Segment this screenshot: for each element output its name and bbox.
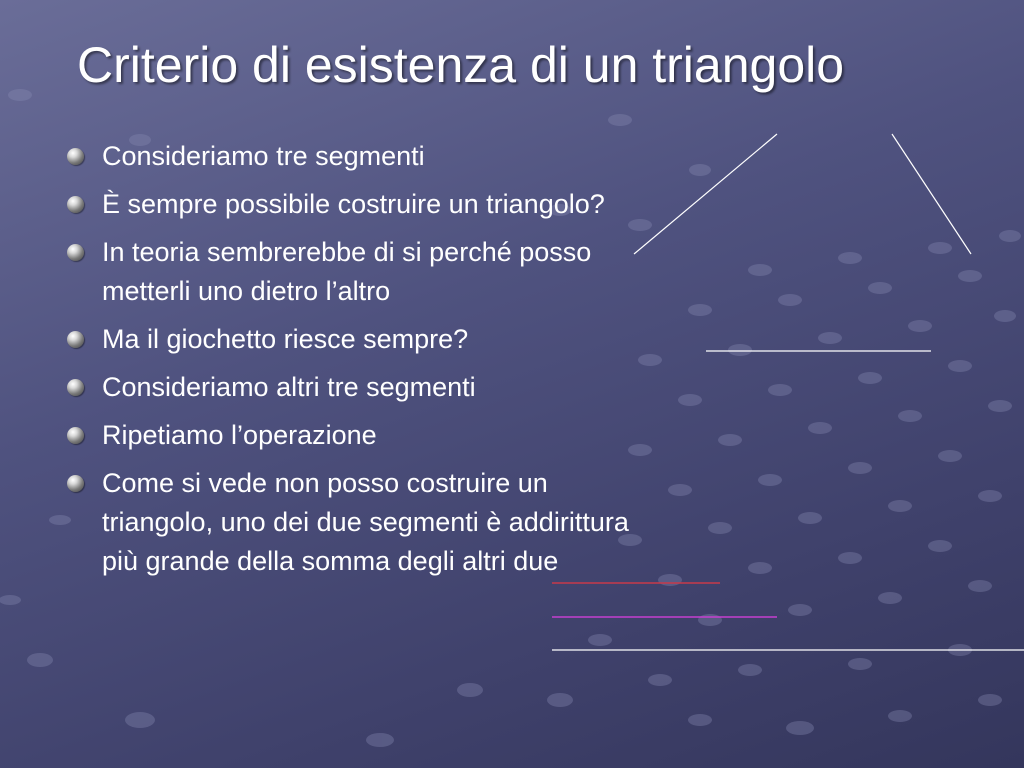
bullet-text: Ma il giochetto riesce sempre?	[102, 324, 469, 354]
bullet-text: Ripetiamo l’operazione	[102, 420, 377, 450]
bullet-text: Consideriamo tre segmenti	[102, 141, 425, 171]
bullet-text: Consideriamo altri tre segmenti	[102, 372, 476, 402]
bullet-text: In teoria sembrerebbe di si perché posso metterli uno dietro l’altro	[102, 237, 592, 306]
segment-left-diagonal	[634, 134, 777, 254]
slide-title: Criterio di esistenza di un triangolo	[77, 37, 845, 93]
bullet-text: Come si vede non posso costruire un triangolo, uno dei due segmenti è addirittura più grande della somma degli altri due	[102, 468, 629, 576]
bullet-text: È sempre possibile costruire un triangolo?	[102, 189, 605, 219]
segment-right-diagonal	[892, 134, 971, 254]
